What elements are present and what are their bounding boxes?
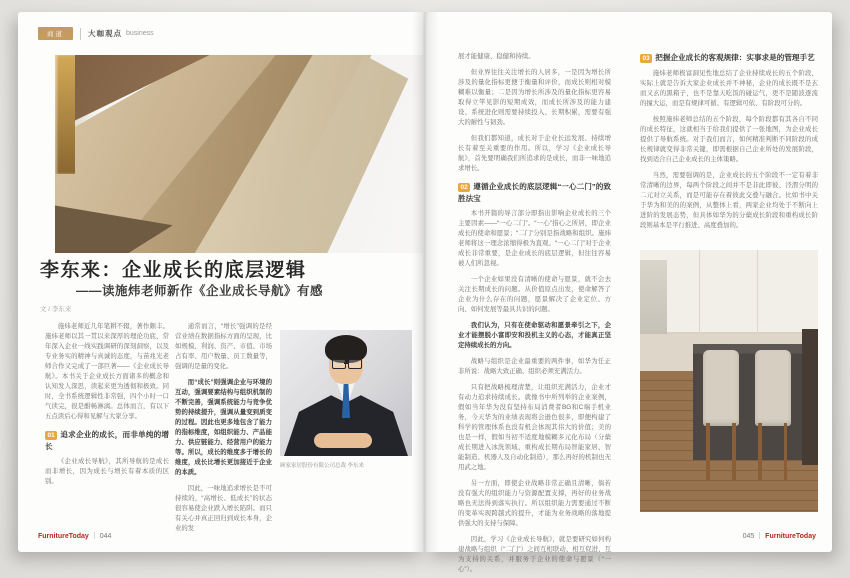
heading-number-badge: 02 bbox=[458, 183, 470, 192]
page-footer-left bbox=[38, 531, 111, 541]
heading-number-badge: 01 bbox=[45, 431, 57, 440]
bar-stool-shape bbox=[701, 350, 742, 481]
paragraph: 本书开篇的导言部分即指出影响企业成长的三个主要因素——“一心二门”。“一心”指心之所居，即企业成长的使命和愿景；“二门”分别是指战略和组织。施炜老师将这一理念浓缩得极为直观。“一心二门”对于企业成长非常重要，是企业成长的底层逻辑，但往往容易被人们所忽视。 bbox=[458, 210, 611, 268]
portrait-caption: 顾家家居股份有限公司总裁 李东来 bbox=[280, 463, 365, 469]
paragraph: 当然，需要强调的是，企业成长的五个阶段不一定有着非常清晰的边界，每两个阶段之间并不是非此即彼、泾渭分明的二元对立关系，而是可能存在着彼此交叠与融合。比如书中关于华为和美的的案例，从整体上看，两家企业均处于不断向上进阶的发展态势，但具体如华为的分蘖成长阶段和重构成长阶段则基本是平行推进、高度叠加的。 bbox=[640, 171, 818, 229]
paragraph: 另一方面，即使企业战略非常正确且清晰，倘若没有强大的组织能力与资源配置支撑，再好的业务战略也无法得到落实执行。所以组织能力需要通过不断的变革实现跨越式的提升，才能为业务战略的落地提供强大的支持与保障。 bbox=[458, 479, 611, 527]
stool-leg-shape bbox=[758, 423, 762, 481]
body-column-1 bbox=[45, 322, 169, 530]
paragraph: 但业界往往关注增长的人居多，一是因为增长所涉及的量化指标更便于衡量和评价，而成长则相对模糊难以衡量；二是因为增长所涉及的量化指标更容易取得立竿见影的短期成效，而成长所涉及的能力建设、系统进化则需要持续投入、长期积累，需要有强大的耐性与韧劲。 bbox=[458, 68, 611, 126]
footer-separator: ｜ bbox=[90, 533, 98, 540]
paragraph: 展才能健康、稳健和持续。 bbox=[458, 53, 535, 60]
paragraph: 施炜老师极富洞见性地总结了企业持续成长的五个阶段，实际上就是告诉大家企业成长并不神秘，企业的成长既不是玄而又玄的黑箱子，也不是靠天吃饭的碰运气，更不是随波逐流的撞大运，而是有规律可循、有逻辑可依、有阶段可分的。 bbox=[640, 69, 818, 107]
stool-leg-shape bbox=[706, 423, 710, 481]
body-column-4 bbox=[640, 52, 818, 248]
right-page bbox=[425, 12, 832, 573]
paragraph: 施炜老师近几年笔耕不辍，著作颇丰。施炜老师以其一贯以来深厚的理论功底、常年深入企业一线实践调研的深刻洞察，以及专业务实的精神与真诚的态度，与苗兆光老师合作又完成了一部巨著——《企业成长导航》。本书关于企业成长方面诸多的概念和认知发人深思，读起来更为透彻和极致。同时，全书系统逻辑性非常强，四个小时一口气读完，很是酣畅淋漓。总体而言，有以下五点读后心得和见解与大家分享。 bbox=[45, 323, 169, 420]
paragraph: 战略与组织是企业最重要的两件事，如华为任正非所说：战略大致正确、组织必须充满活力。 bbox=[458, 358, 611, 376]
paragraph: 按照施炜老师总结的五个阶段，每个阶段都有其各自不同的成长特征，这就相当于给我们提供了一张地图，为企业成长提供了导航系统。对于我们而言，如何精准判断不同阶段的成长规律就变得非常关键，即需根据自己企业所处的发展阶段，找到适合自己企业成长的主体策略。 bbox=[640, 115, 818, 163]
paragraph: 通常而言，“增长”强调的是经营业绩在数据指标方面的呈现，比如规模、利润、资产、市值、市场占有率、用户数量、员工数量等，强调的是量的变化。 bbox=[175, 323, 272, 370]
photo-pillar-shape bbox=[55, 55, 75, 174]
section-heading-01 bbox=[45, 429, 169, 453]
magazine-spread bbox=[18, 12, 832, 573]
footer-brand: FurnitureToday bbox=[765, 533, 816, 540]
paragraph: 因此，学习《企业成长导航》，就是要研究如何构建战略与组织（“二门”）之间互相联动、相互促进、互为支持的关系，并服务于企业的使命与愿景（“一心”）。 bbox=[458, 535, 611, 573]
section-title-en: business bbox=[126, 30, 154, 37]
section-badge: 商道 bbox=[38, 27, 73, 40]
paragraph: 只有把战略梳理清楚，让组织充满活力，企业才有动力追求持续成长。就像书中所列举的企业案例，假如当年华为没有坚持布局消费者BG和C端手机业务，今天华为的业绩表现将会逊色很多，即便构建了科学的管理体系也没有机会体现其伟大的价值；美的也是一样，假如当初不适度地模糊多元化布局（分蘖成长期进入冰洗领域、重构成长期布局智能家居、智能制造、机器人及自动化制造），那么再好的机制也无用武之地。 bbox=[458, 384, 611, 471]
paragraph-bold: 而“成长”则强调企业与环境的互动，强调要素结构与组织机制的不断完善，强调系统能力与竞争优势的持续提升，强调从量变到质变的过程。因此也更多地包含了能力的指标维度，如组织能力、产品能力、供应链能力、经营用户的能力等。所以，成长的维度多于增长的维度，成长比增长更加接近于企业的本质。 bbox=[175, 378, 272, 476]
page-header bbox=[38, 27, 154, 40]
architecture-photo bbox=[55, 55, 423, 253]
footer-brand: FurnitureToday bbox=[38, 533, 89, 540]
portrait-glasses-bridge-shape bbox=[344, 362, 349, 364]
kitchen-cabinet-line bbox=[757, 250, 758, 334]
page-footer-right bbox=[743, 531, 816, 541]
stool-seat-shape bbox=[755, 350, 791, 426]
footer-page-number: 044 bbox=[99, 533, 112, 540]
header-divider bbox=[80, 28, 81, 40]
section-heading-02 bbox=[458, 181, 611, 205]
paragraph-bold: 我们认为，只有在使命驱动和愿景牵引之下，企业才能摆脱小富即安和投机主义的心态，才能真正坚定持续成长的方向。 bbox=[458, 322, 611, 350]
article-title: 李东来：企业成长的底层逻辑 bbox=[40, 260, 307, 281]
paragraph: 《企业成长导航》，其所导航的是成长而非增长，因为成长与增长有着本质的区别。 bbox=[45, 458, 169, 486]
kitchen-cabinets-shape bbox=[640, 250, 818, 334]
portrait-glasses-shape bbox=[348, 359, 362, 369]
left-page bbox=[18, 12, 425, 552]
paragraph: 因此，一味地追求增长是不可持续的，“高增长、低成长”的状态很容易使企业跌入增长陷阱。而只有关心并真正回归到成长本身，企业的发 bbox=[175, 484, 272, 532]
heading-text: 把握企业成长的客观规律：实事求是的管理手艺 bbox=[655, 53, 815, 62]
kitchen-photo bbox=[640, 250, 818, 512]
heading-text: 追求企业的成长，而非单纯的增长 bbox=[45, 429, 169, 451]
portrait-photo bbox=[280, 330, 412, 456]
bar-stool-shape bbox=[752, 350, 793, 481]
portrait-hands-shape bbox=[314, 433, 372, 448]
footer-separator: ｜ bbox=[756, 533, 764, 540]
stool-seat-shape bbox=[703, 350, 739, 426]
stool-leg-shape bbox=[732, 423, 736, 481]
paragraph: 一个企业如果没有清晰的使命与愿景，就不会去关注长期成长的问题。从价值原点出发，使命解答了企业为什么存在的问题，愿景解决了企业定位、方向、如何发展等最具共识的问题。 bbox=[458, 276, 611, 314]
body-column-3 bbox=[458, 52, 611, 573]
heading-text: 遵循企业成长的底层逻辑“一心二门”的致胜法宝 bbox=[458, 181, 611, 203]
section-title: 大咖观点 bbox=[88, 29, 122, 38]
article-subtitle: ——读施炜老师新作《企业成长导航》有感 bbox=[76, 284, 324, 298]
section-heading-03 bbox=[640, 52, 818, 64]
portrait-glasses-shape bbox=[332, 359, 346, 369]
body-column-2 bbox=[175, 322, 272, 532]
stool-leg-shape bbox=[784, 423, 788, 481]
kitchen-cabinet-line bbox=[699, 250, 700, 334]
heading-number-badge: 03 bbox=[640, 54, 652, 63]
paragraph: 但我们都知道，成长对于企业长远发展、持续增长有着至关重要的作用。所以，学习《企业成长导航》，首先要明确我们所追求的是成长，而非一味地追求增长。 bbox=[458, 134, 611, 172]
footer-page-number: 045 bbox=[742, 533, 755, 540]
byline: 文 / 李东来 bbox=[40, 306, 72, 313]
kitchen-cabinet-side-shape bbox=[802, 329, 818, 465]
